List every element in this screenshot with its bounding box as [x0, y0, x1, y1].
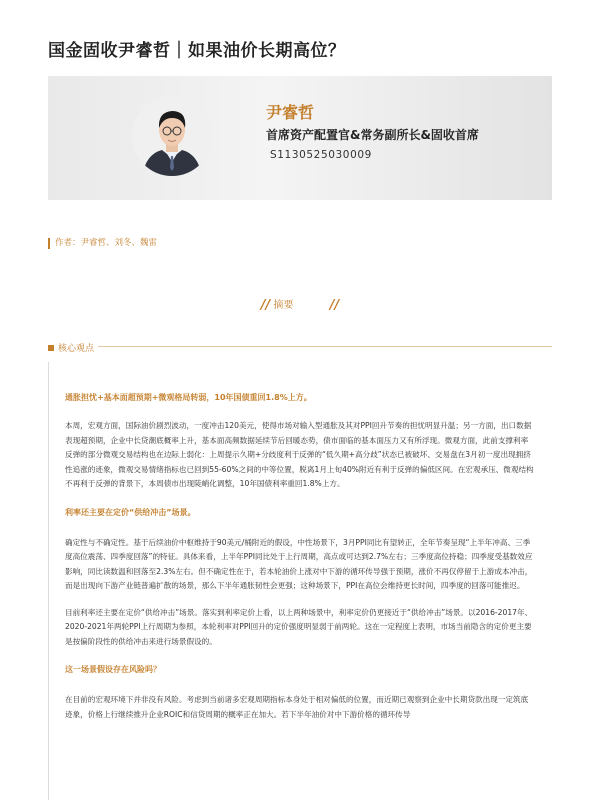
- core-view-label: 核心观点: [58, 344, 95, 354]
- section-heading: 这一场景假设存在风险吗？: [65, 665, 161, 674]
- author-avatar: [132, 96, 212, 176]
- body-paragraph: 目前利率还主要在定价“供给冲击”场景。落实到利率定价上看，以上两种场景中，利率定价仍更接近于“供给冲击”场景。以2016-2017年、2020-2021年两轮PPI上行周期为参照，本轮利率对PPI回升的定价强度明显弱于前两轮。这在一定程度上表明，市场当前隐含的定价更主要是按偏阶段性的供给冲击来进行场景假设的。: [65, 607, 533, 646]
- author-certificate-id: S1130525030009: [270, 149, 372, 161]
- author-role: 首席资产配置官&常务副所长&固收首席: [266, 128, 479, 142]
- page-title: 国金固收尹睿哲｜如果油价长期高位？: [48, 41, 346, 61]
- body-paragraph: 本周，宏观方面，国际油价剧烈波动，一度冲击120美元，使得市场对输入型通胀及其对PPI回升节奏的担忧明显升温；另一方面，出口数据表现超预期，企业中长贷潮底概率上升，基本面高频数据延续节后回暖态势，债市面临的基本面压力又有所浮现。微观方面，此前支撑利率反弹的部分微观交易结构也在边际上弱化：上周提示久期+分歧度利于反弹的“低久期+高分歧”状态已被破坏、交易盘在3月初一度出现拥挤性追涨的迹象，微观交易情绪指标也已回到55-60%之间的中等位置，脱离1月上旬40%附近有利于反弹的偏低区间。在宏观承压、微观结构不再利于反弹的背景下，本周债市出现陡峭化调整，10年国债利率重回1.8%上方。: [65, 421, 534, 488]
- abstract-header: [0, 296, 600, 313]
- section-heading: 通胀担忧+基本面超预期+微观格局转弱，10年国债重回1.8%上方。: [65, 393, 312, 402]
- core-view-header: [48, 341, 94, 354]
- double-slash-right-icon: //: [329, 298, 340, 313]
- core-view-divider: [98, 346, 552, 347]
- author-name: 尹睿哲: [266, 103, 315, 122]
- core-view-content: [65, 392, 535, 722]
- portrait-image: [132, 96, 212, 176]
- body-paragraph: 确定性与不确定性。基于后续油价中枢维持于90美元/桶附近的假设，中性场景下，3月PPI同比有望转正，全年节奏呈现“上半年冲高、三季度高位震荡、四季度回落”的特征。具体来看，上半年PPI同比处于上行周期，高点或可达到2.7%左右；三季度高位持稳；四季度受基数效应影响，同比读数温和回落至2.3%左右。但不确定性在于，若本轮油价上涨对中下游的循环传导强于预期，涨价不再仅停留于上游成本冲击，而是出现向下游产业链普遍扩散的场景，那么下半年通胀韧性会更强；这种场景下，PPI在高位会维持更长时间，四季度的回落可能推迟。: [65, 537, 533, 590]
- abstract-label: 摘要: [273, 300, 294, 311]
- section-heading: 利率还主要在定价“供给冲击”场景。: [65, 507, 196, 517]
- body-paragraph: 在目前的宏观环境下并非没有风险。考虑到当前诸多宏观周期指标本身处于相对偏低的位置，而近期已观察到企业中长期贷款出现一定筑底迹象，价格上行继续推升企业ROIC和信贷周期的概率正在加大。若下半年油价对中下游价格的循环传导: [65, 695, 529, 719]
- square-bullet-icon: [48, 345, 54, 351]
- double-slash-left-icon: //: [260, 298, 271, 313]
- content-left-rule: [48, 362, 49, 800]
- authors-line: 作者：尹睿哲、刘冬、魏雷: [48, 238, 157, 249]
